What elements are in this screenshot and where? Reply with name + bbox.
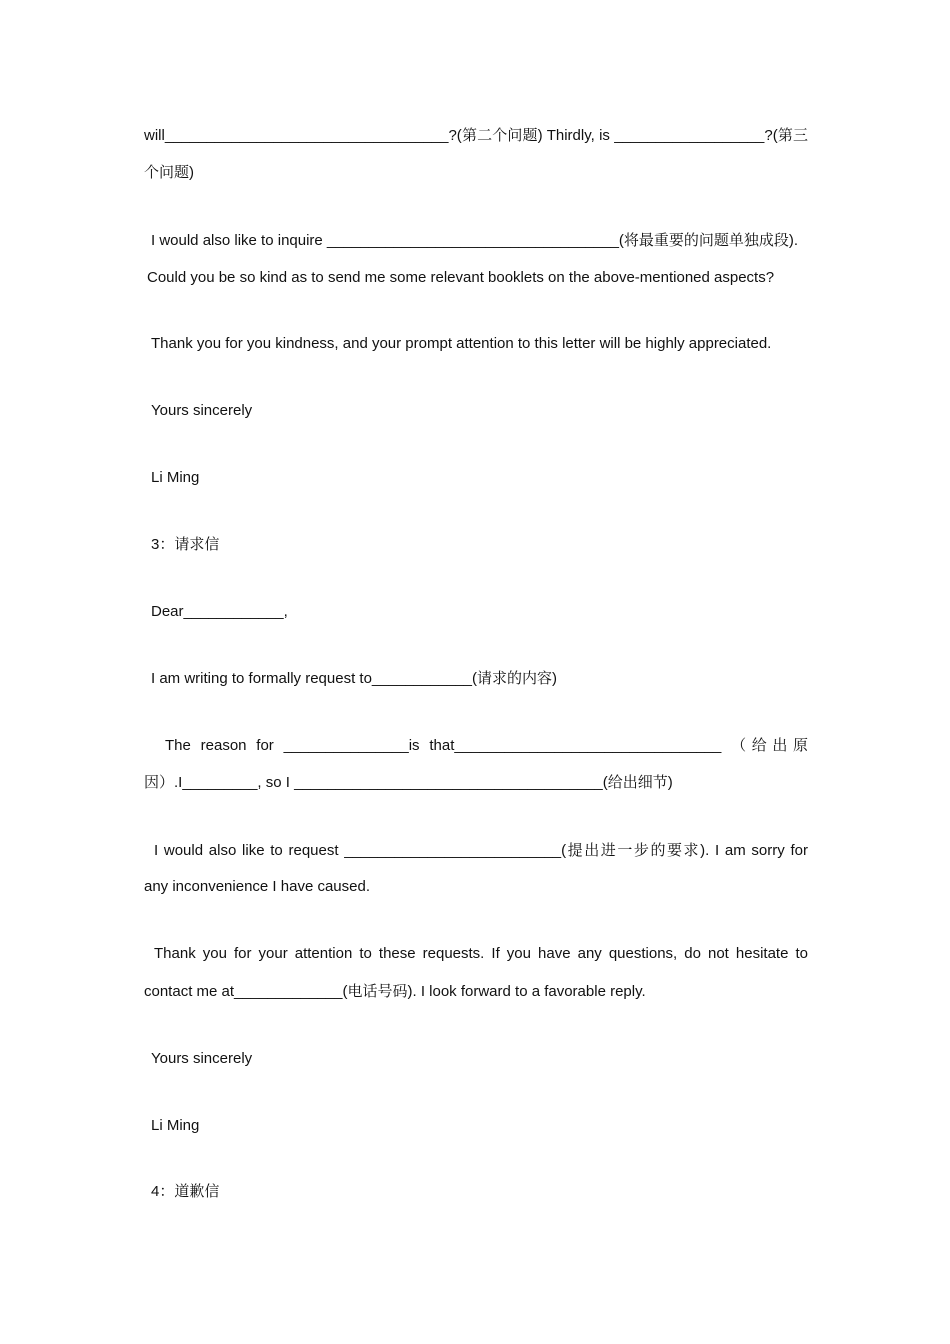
body-line: contact me at_____________(电话号码). I look forward to a favorable reply. [144,983,646,1000]
signature-name: Li Ming [151,1117,200,1134]
body-line: Thank you for you kindness, and your prompt attention to this letter will be highly appreciated. [151,335,772,352]
body-line: Could you be so kind as to send me some relevant booklets on the above-mentioned aspects? [147,269,775,286]
body-line: Thank you for your attention to these requests. If you have any questions, do not hesitate to [154,945,808,962]
signature-name: Li Ming [151,469,200,486]
closing-line: Yours sincerely [151,402,253,419]
body-line: 因）.I_________, so I _____________________________________(给出细节) [144,774,673,791]
closing-line: Yours sincerely [151,1050,253,1067]
section-heading: 3：请求信 [151,536,220,553]
body-line: 个问题) [144,164,194,181]
section-heading: 4：道歉信 [151,1183,220,1200]
body-line: I am writing to formally request to____________(请求的内容) [151,670,558,687]
body-line: The reason for _______________is that________________________________ （给出原 [165,737,808,754]
body-line: I would also like to request __________________________(提出进一步的要求). I am sorry for [154,842,808,859]
body-line: any inconvenience I have caused. [144,878,370,895]
salutation-line: Dear____________, [151,603,288,620]
body-line: I would also like to inquire ___________________________________(将最重要的问题单独成段). [151,232,799,249]
body-line: will__________________________________?(第二个问题) Thirdly, is __________________?(第三 [144,127,808,144]
